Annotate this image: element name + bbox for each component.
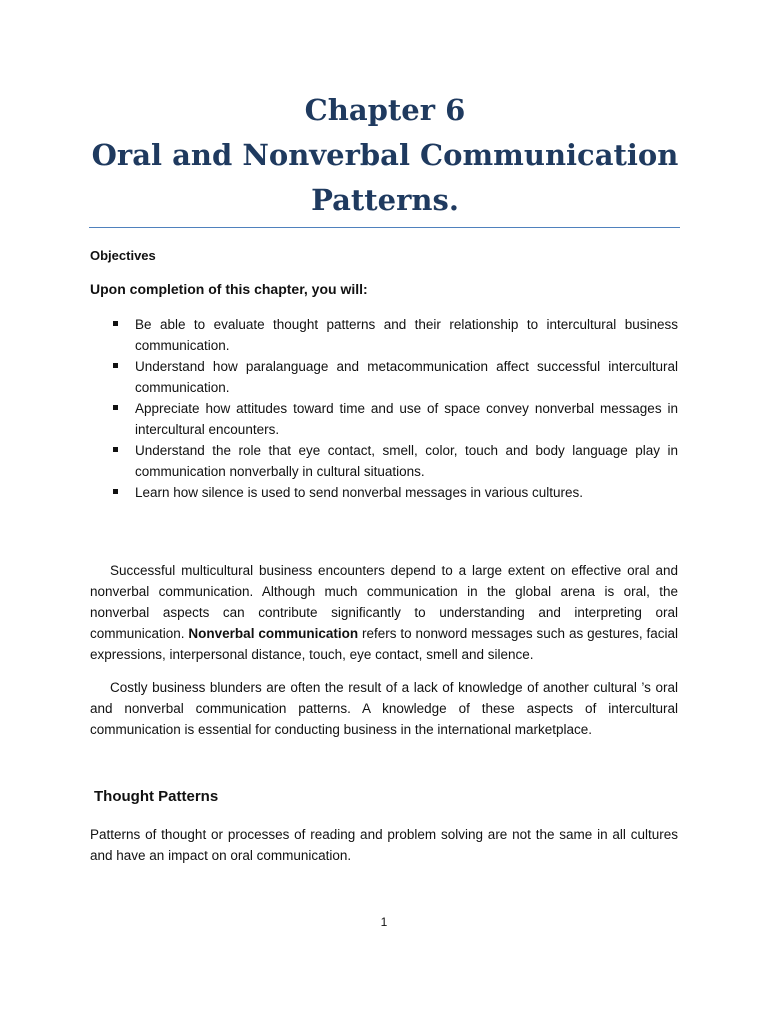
square-bullet-icon [113,489,118,494]
objectives-intro: Upon completion of this chapter, you will: [90,281,368,297]
chapter-number: Chapter 6 [304,93,466,127]
objective-text: Understand the role that eye contact, smell, color, touch and body language play in communication nonverbally in cultural situations. [135,443,678,479]
objective-item [90,314,678,356]
objectives-list [90,314,678,503]
square-bullet-icon [113,447,118,452]
chapter-title-line: Oral and Nonverbal Communication [91,138,679,172]
square-bullet-icon [113,363,118,368]
objective-text: Be able to evaluate thought patterns and their relationship to intercultural business communication. [135,317,678,353]
body-text: refers to nonword messages such as gestures, facial expressions, interpersonal distance, touch, eye contact, smell and silence. [90,626,678,662]
objective-text: Learn how silence is used to send nonverbal messages in various cultures. [135,485,583,500]
objective-text: Appreciate how attitudes toward time and use of space convey nonverbal messages in intercultural encounters. [135,401,678,437]
page-number: 1 [380,915,388,929]
body-text: Costly business blunders are often the result of a lack of knowledge of another cultural ’s oral and nonverbal communication patterns. A knowledge of these aspects of intercultural communication is essential for conducting business in the international marketplace. [90,680,678,737]
body-paragraph [90,677,678,740]
objective-item [90,482,678,503]
chapter-title [90,88,680,223]
body-text: Successful multicultural business encounters depend to a large extent on effective oral and nonverbal communication. Although much communication in the global arena is oral, the nonverbal aspects can contribute significantly to understanding and interpreting oral communication. [90,563,678,641]
section-paragraph: Patterns of thought or processes of reading and problem solving are not the same in all cultures and have an impact on oral communication. [90,827,678,863]
objective-item [90,356,678,398]
section-heading: Thought Patterns [94,788,219,805]
objective-item [90,398,678,440]
objective-item [90,440,678,482]
square-bullet-icon [113,405,118,410]
key-term: Nonverbal communication [188,626,359,641]
objectives-heading: Objectives [90,248,156,263]
objective-text: Understand how paralanguage and metacommunication affect successful intercultural communication. [135,359,678,395]
chapter-title-line: Patterns. [311,183,459,217]
square-bullet-icon [113,321,118,326]
title-divider [89,227,680,228]
body-paragraph [90,560,678,665]
